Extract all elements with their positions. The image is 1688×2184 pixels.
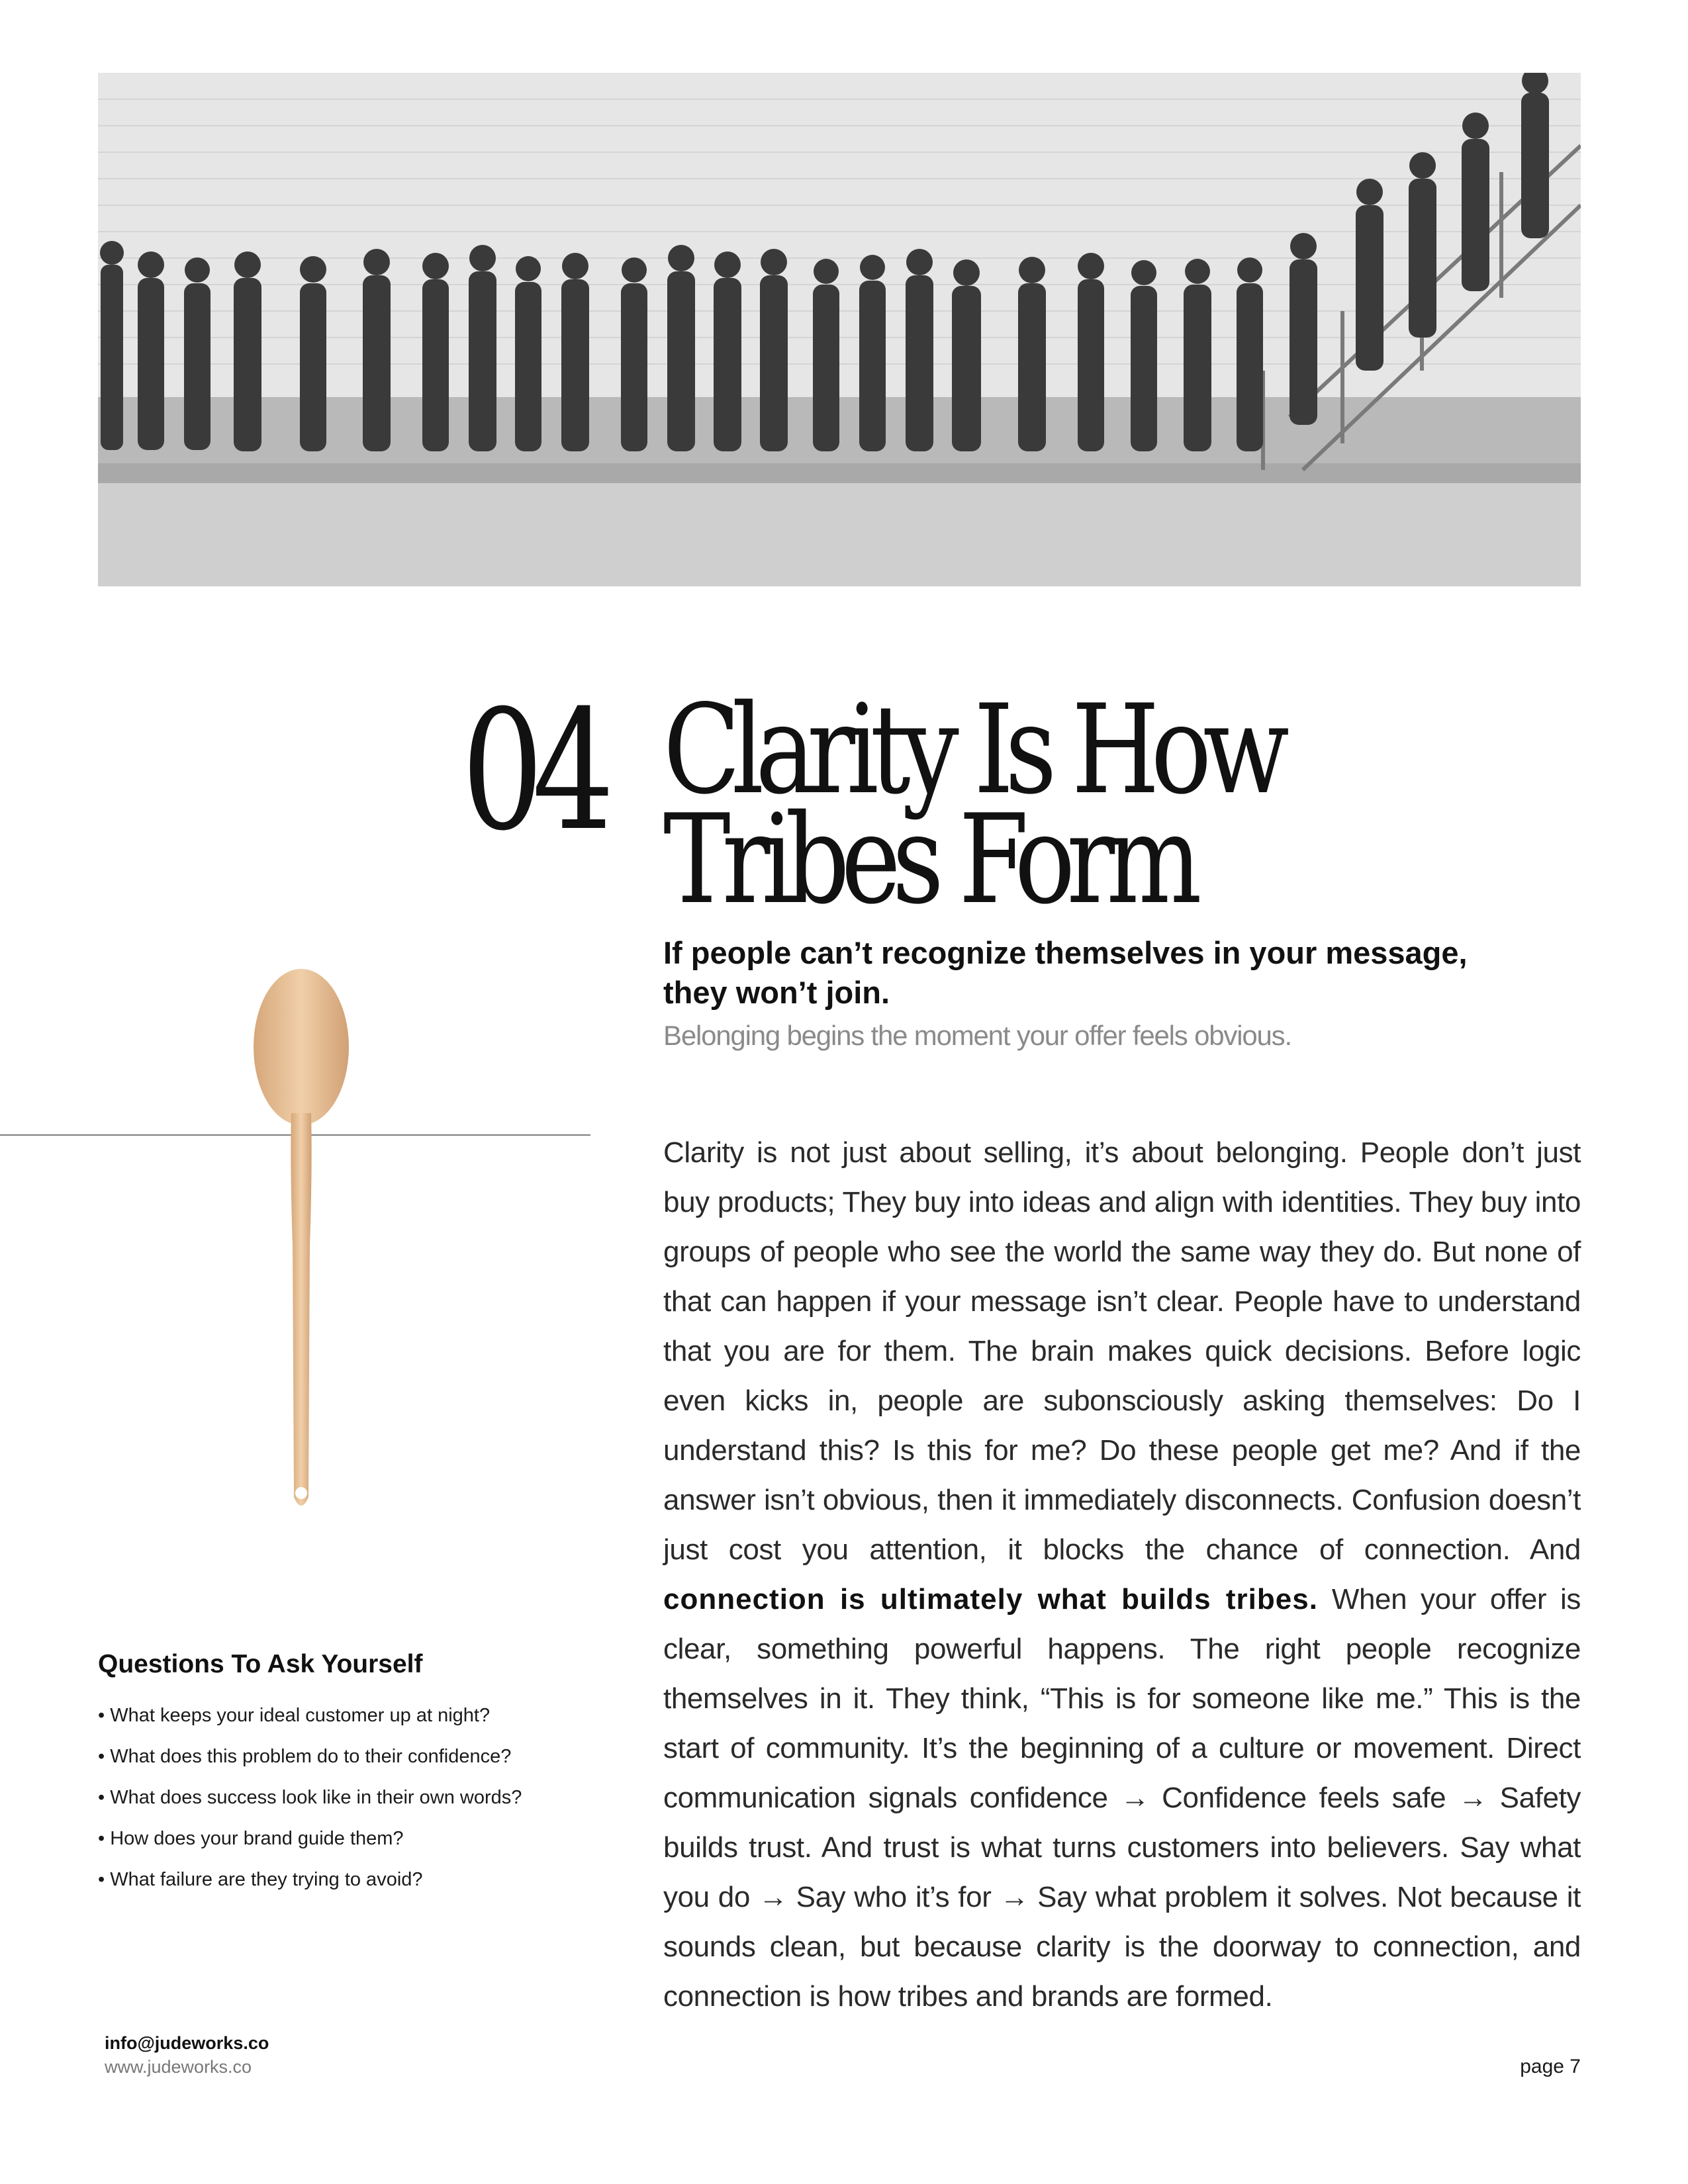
- question-item: • How does your brand guide them?: [98, 1827, 601, 1868]
- chapter-number: 04: [461, 674, 604, 867]
- page-number: page 7: [1520, 2056, 1581, 2077]
- question-item: • What does this problem do to their confidence?: [98, 1745, 601, 1786]
- body-text-part1: Clarity is not just about selling, it’s about belonging. People don’t just buy products; They buy into ideas and align with identities. They buy into groups of people who see the world the same way they do. But none of that can happen if your message isn’t clear. People have to understand that you are for them. The brain makes quick decisions. Before logic even kicks in, people are subonsciously asking themselves: Do I understand this? Is this for me? Do these people get me? And if the answer isn’t obvious, then it immediately disconnects. Confusion doesn’t just cost you attention, it blocks the chance of connection. And: [663, 1136, 1581, 1566]
- body-text-part2: When your offer is clear, something powerful happens. The right people recognize themselves in it. They think, “This is for someone like me.” This is the start of community. It’s the beginning of a culture or movement. Direct communication signals confidence → Confidence feels safe → Safety builds trust. And trust is what turns customers into believers. Say what you do → Say who it’s for → Say what problem it solves. Not because it sounds clean, but because clarity is the doorway to connection, and connection is how tribes and brands are formed.: [663, 1583, 1581, 2013]
- chapter-subtitle: If people can’t recognize themselves in your message, they won’t join.: [663, 935, 1468, 1010]
- question-item: • What does success look like in their own words?: [98, 1786, 601, 1827]
- wooden-spoon-image: [238, 968, 364, 1517]
- hero-photo: [98, 73, 1581, 586]
- question-item: • What failure are they trying to avoid?: [98, 1868, 601, 1909]
- questions-list: [98, 1704, 601, 1909]
- questions-heading: Questions To Ask Yourself: [98, 1650, 423, 1678]
- chapter-title: Clarity Is How Tribes Form: [663, 678, 1281, 931]
- body-emphasis: connection is ultimately what builds tribes.: [663, 1583, 1318, 1615]
- question-item: • What keeps your ideal customer up at night?: [98, 1704, 601, 1745]
- chapter-tagline: Belonging begins the moment your offer feels obvious.: [663, 1020, 1291, 1051]
- footer-website-link[interactable]: www.judeworks.co: [105, 2057, 252, 2077]
- queue-photo-image: [98, 73, 1581, 586]
- body-paragraph: [663, 1128, 1581, 2021]
- footer-email-link[interactable]: info@judeworks.co: [105, 2033, 269, 2053]
